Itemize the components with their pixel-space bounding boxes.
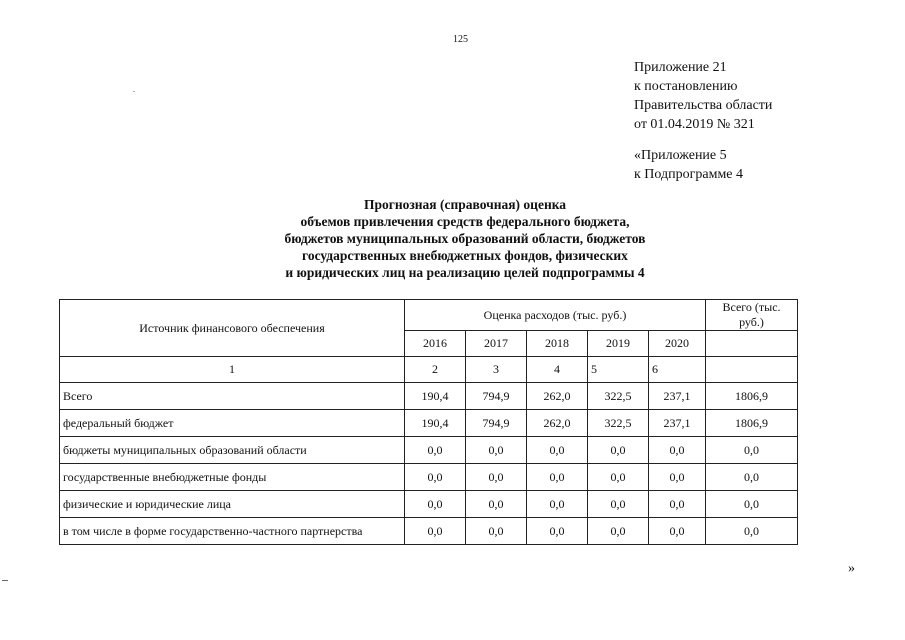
value-cell: 0,0 — [649, 437, 706, 464]
appendix-subheader — [634, 146, 743, 184]
total-cell: 0,0 — [706, 491, 798, 518]
appendix-line: от 01.04.2019 № 321 — [634, 117, 755, 132]
page-number: 125 — [453, 34, 468, 45]
appendix-sub-line: «Приложение 5 — [634, 148, 727, 163]
row-label: федеральный бюджет — [60, 410, 405, 437]
value-cell: 794,9 — [466, 410, 527, 437]
appendix-header — [634, 58, 772, 134]
table-row — [60, 518, 798, 545]
title-line: и юридических лиц на реализацию целей подпрограммы 4 — [285, 265, 645, 280]
value-cell: 262,0 — [527, 410, 588, 437]
margin-mark — [2, 580, 8, 581]
title-line: бюджетов муниципальных образований области, бюджетов — [284, 231, 646, 246]
value-cell: 0,0 — [588, 464, 649, 491]
row-label: Всего — [60, 383, 405, 410]
value-cell: 0,0 — [649, 464, 706, 491]
appendix-line: Правительства области — [634, 98, 773, 113]
value-cell: 0,0 — [649, 518, 706, 545]
title-line: государственных внебюджетных фондов, физических — [302, 248, 628, 263]
table-column-numbers-row — [60, 357, 798, 383]
year-cell: 2018 — [527, 331, 588, 357]
value-cell: 794,9 — [466, 383, 527, 410]
closing-quote: » — [848, 561, 855, 576]
value-cell: 0,0 — [466, 437, 527, 464]
value-cell: 0,0 — [649, 491, 706, 518]
total-cell: 0,0 — [706, 518, 798, 545]
year-cell: 2017 — [466, 331, 527, 357]
year-cell: 2016 — [405, 331, 466, 357]
value-cell: 262,0 — [527, 383, 588, 410]
value-cell: 0,0 — [588, 518, 649, 545]
funding-table — [59, 299, 798, 545]
total-cell: 0,0 — [706, 464, 798, 491]
value-cell: 0,0 — [466, 491, 527, 518]
table-row — [60, 410, 798, 437]
value-cell: 0,0 — [588, 491, 649, 518]
value-cell: 0,0 — [405, 464, 466, 491]
column-number: 2 — [405, 357, 466, 383]
appendix-line: Приложение 21 — [634, 60, 727, 75]
empty-cell — [706, 357, 798, 383]
total-cell: 0,0 — [706, 437, 798, 464]
year-cell: 2020 — [649, 331, 706, 357]
header-total: Всего (тыс. руб.) — [706, 300, 798, 331]
value-cell: 0,0 — [527, 437, 588, 464]
row-label: в том числе в форме государственно-частного партнерства — [60, 518, 405, 545]
table-row — [60, 491, 798, 518]
scan-speck — [133, 91, 135, 92]
document-title — [230, 196, 700, 281]
header-estimate: Оценка расходов (тыс. руб.) — [405, 300, 706, 331]
appendix-sub-line: к Подпрограмме 4 — [634, 167, 744, 182]
table-row — [60, 464, 798, 491]
total-cell: 1806,9 — [706, 410, 798, 437]
value-cell: 190,4 — [405, 383, 466, 410]
column-number: 6 — [649, 357, 706, 383]
column-number: 5 — [588, 357, 649, 383]
row-label: государственные внебюджетные фонды — [60, 464, 405, 491]
value-cell: 0,0 — [405, 491, 466, 518]
column-number: 4 — [527, 357, 588, 383]
title-line: Прогнозная (справочная) оценка — [363, 197, 567, 212]
value-cell: 0,0 — [588, 437, 649, 464]
row-label: физические и юридические лица — [60, 491, 405, 518]
year-cell: 2019 — [588, 331, 649, 357]
table-row — [60, 383, 798, 410]
empty-cell — [706, 331, 798, 357]
value-cell: 0,0 — [405, 437, 466, 464]
value-cell: 190,4 — [405, 410, 466, 437]
table-row — [60, 437, 798, 464]
value-cell: 237,1 — [649, 383, 706, 410]
header-source: Источник финансового обеспечения — [60, 300, 405, 357]
value-cell: 322,5 — [588, 410, 649, 437]
appendix-line: к постановлению — [634, 79, 738, 94]
value-cell: 322,5 — [588, 383, 649, 410]
value-cell: 0,0 — [527, 491, 588, 518]
title-line: объемов привлечения средств федерального бюджета, — [300, 214, 630, 229]
table-header-row — [60, 300, 798, 331]
column-number: 1 — [60, 357, 405, 383]
value-cell: 0,0 — [466, 464, 527, 491]
value-cell: 0,0 — [405, 518, 466, 545]
row-label: бюджеты муниципальных образований области — [60, 437, 405, 464]
value-cell: 0,0 — [527, 464, 588, 491]
value-cell: 0,0 — [527, 518, 588, 545]
value-cell: 0,0 — [466, 518, 527, 545]
column-number: 3 — [466, 357, 527, 383]
total-cell: 1806,9 — [706, 383, 798, 410]
value-cell: 237,1 — [649, 410, 706, 437]
